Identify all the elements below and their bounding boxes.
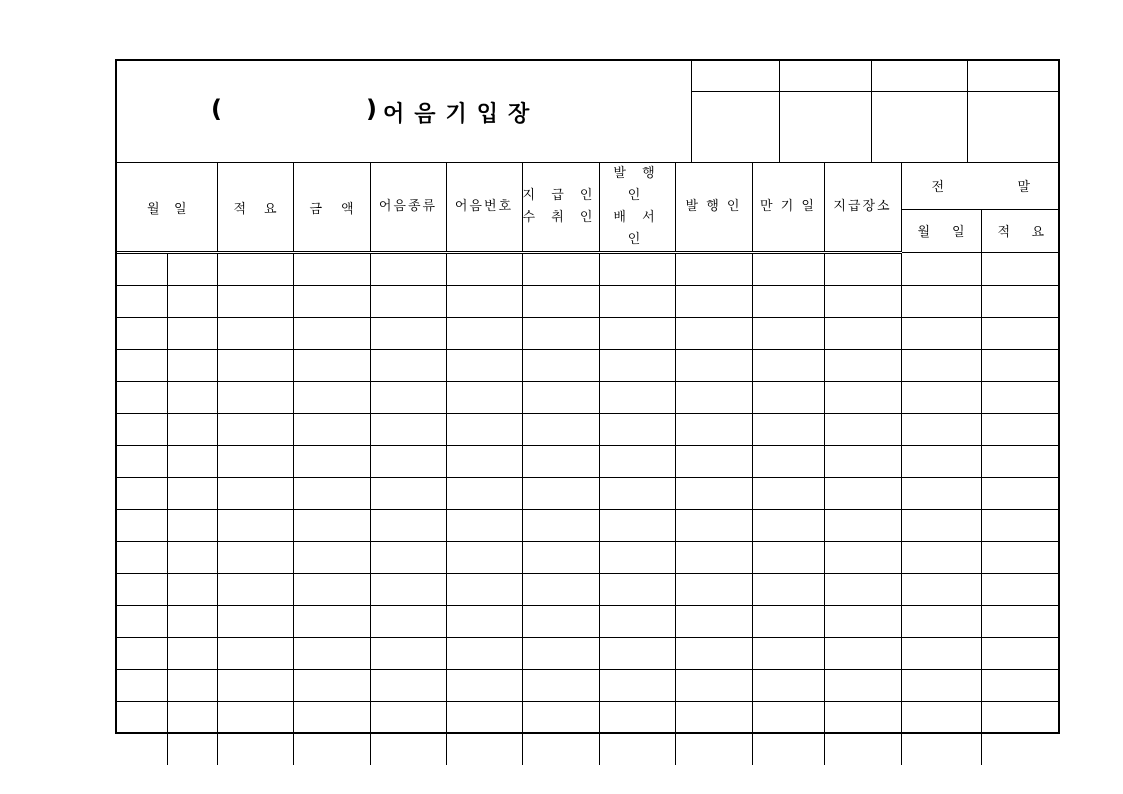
table-cell[interactable] <box>446 510 522 542</box>
table-cell[interactable] <box>293 638 370 670</box>
table-cell[interactable] <box>752 606 824 638</box>
header-pay-place: 지급장소 <box>824 163 901 253</box>
table-cell[interactable] <box>167 542 217 574</box>
table-cell[interactable] <box>752 318 824 350</box>
table-cell[interactable] <box>446 414 522 446</box>
table-cell[interactable] <box>752 350 824 382</box>
table-cell[interactable] <box>522 638 599 670</box>
table-cell[interactable] <box>599 318 675 350</box>
table-cell[interactable] <box>167 350 217 382</box>
table-cell[interactable] <box>446 478 522 510</box>
table-cell[interactable] <box>981 350 1060 382</box>
table-cell[interactable] <box>370 446 446 478</box>
table-cell[interactable] <box>901 606 981 638</box>
table-cell[interactable] <box>370 734 446 766</box>
header-date <box>117 163 217 253</box>
table-cell[interactable] <box>981 734 1060 766</box>
table-cell[interactable] <box>293 414 370 446</box>
approval-sign-cell[interactable] <box>967 92 1060 163</box>
header-result <box>901 163 1060 210</box>
table-cell[interactable] <box>522 702 599 734</box>
table-cell[interactable] <box>167 382 217 414</box>
table-cell[interactable] <box>901 542 981 574</box>
table-cell[interactable] <box>117 318 167 350</box>
table-row <box>117 286 1060 318</box>
table-cell[interactable] <box>599 253 675 286</box>
table-cell[interactable] <box>981 414 1060 446</box>
table-cell[interactable] <box>675 542 752 574</box>
table-cell[interactable] <box>293 734 370 766</box>
table-cell[interactable] <box>752 670 824 702</box>
table-cell[interactable] <box>446 702 522 734</box>
table-cell[interactable] <box>675 574 752 606</box>
table-cell[interactable] <box>752 510 824 542</box>
table-cell[interactable] <box>675 670 752 702</box>
table-cell[interactable] <box>901 574 981 606</box>
table-cell[interactable] <box>981 382 1060 414</box>
table-cell[interactable] <box>824 414 901 446</box>
table-row <box>117 542 1060 574</box>
table-cell[interactable] <box>522 734 599 766</box>
title-paren-open: ( <box>211 95 222 123</box>
table-cell[interactable] <box>446 253 522 286</box>
table-cell[interactable] <box>981 446 1060 478</box>
table-cell[interactable] <box>599 510 675 542</box>
table-cell[interactable] <box>752 414 824 446</box>
table-cell[interactable] <box>293 253 370 286</box>
table-cell[interactable] <box>117 446 167 478</box>
table-cell[interactable] <box>293 702 370 734</box>
header-due-date: 만 기 일 <box>752 163 824 253</box>
table-cell[interactable] <box>824 510 901 542</box>
table-cell[interactable] <box>901 286 981 318</box>
header-issuer-line2: 배 서 인 <box>613 210 661 247</box>
header-result-summary <box>981 209 1060 252</box>
table-row <box>117 382 1060 414</box>
approval-title-cell[interactable] <box>871 61 967 92</box>
table-row <box>117 702 1060 734</box>
table-cell[interactable] <box>217 253 293 286</box>
approval-title-cell[interactable] <box>692 61 779 92</box>
table-cell[interactable] <box>752 702 824 734</box>
table-cell[interactable] <box>167 253 217 286</box>
table-cell[interactable] <box>370 253 446 286</box>
table-cell[interactable] <box>522 350 599 382</box>
table-cell[interactable] <box>370 286 446 318</box>
table-cell[interactable] <box>167 510 217 542</box>
table-row <box>117 446 1060 478</box>
table-cell[interactable] <box>824 446 901 478</box>
table-cell[interactable] <box>675 510 752 542</box>
table-cell[interactable] <box>446 670 522 702</box>
table-cell[interactable] <box>293 478 370 510</box>
table-cell[interactable] <box>370 478 446 510</box>
table-cell[interactable] <box>824 350 901 382</box>
table-cell[interactable] <box>522 414 599 446</box>
table-cell[interactable] <box>522 670 599 702</box>
table-cell[interactable] <box>599 382 675 414</box>
table-cell[interactable] <box>981 478 1060 510</box>
table-cell[interactable] <box>752 253 824 286</box>
table-cell[interactable] <box>293 574 370 606</box>
table-cell[interactable] <box>675 253 752 286</box>
table-cell[interactable] <box>522 446 599 478</box>
table-cell[interactable] <box>217 478 293 510</box>
header-summary-b: 요 <box>263 201 277 217</box>
table-cell[interactable] <box>981 670 1060 702</box>
table-cell[interactable] <box>370 670 446 702</box>
table-cell[interactable] <box>901 638 981 670</box>
table-cell[interactable] <box>446 606 522 638</box>
table-cell[interactable] <box>217 542 293 574</box>
table-cell[interactable] <box>117 414 167 446</box>
header-result-date <box>901 209 981 252</box>
table-cell[interactable] <box>981 253 1060 286</box>
table-cell[interactable] <box>293 606 370 638</box>
table-cell[interactable] <box>824 574 901 606</box>
table-cell[interactable] <box>293 670 370 702</box>
header-amount <box>293 163 370 253</box>
table-cell[interactable] <box>752 478 824 510</box>
table-cell[interactable] <box>217 702 293 734</box>
header-amount-a: 금 <box>309 201 323 217</box>
header-payer-line1: 지 급 인 <box>522 188 599 203</box>
table-cell[interactable] <box>370 414 446 446</box>
table-cell[interactable] <box>824 542 901 574</box>
table-cell[interactable] <box>981 606 1060 638</box>
header-note-type: 어음종류 <box>370 163 446 253</box>
approval-sign-cell[interactable] <box>871 92 967 163</box>
table-row <box>117 638 1060 670</box>
table-cell[interactable] <box>901 734 981 766</box>
table-cell[interactable] <box>117 734 167 766</box>
table-cell[interactable] <box>824 702 901 734</box>
table-cell[interactable] <box>446 542 522 574</box>
table-cell[interactable] <box>117 542 167 574</box>
table-cell[interactable] <box>522 478 599 510</box>
table-cell[interactable] <box>117 382 167 414</box>
table-row <box>117 510 1060 542</box>
table-cell[interactable] <box>599 414 675 446</box>
table-cell[interactable] <box>293 542 370 574</box>
table-cell[interactable] <box>167 318 217 350</box>
table-cell[interactable] <box>824 286 901 318</box>
table-cell[interactable] <box>167 478 217 510</box>
table-cell[interactable] <box>217 510 293 542</box>
table-cell[interactable] <box>675 414 752 446</box>
table-cell[interactable] <box>167 414 217 446</box>
table-row <box>117 253 1060 286</box>
table-row <box>117 318 1060 350</box>
page-title: 어음기입장 <box>383 102 540 127</box>
table-cell[interactable] <box>167 286 217 318</box>
header-summary-a: 적 <box>233 201 247 217</box>
table-cell[interactable] <box>293 286 370 318</box>
table-cell[interactable] <box>217 350 293 382</box>
table-cell[interactable] <box>522 542 599 574</box>
table-cell[interactable] <box>824 670 901 702</box>
table-cell[interactable] <box>370 382 446 414</box>
table-cell[interactable] <box>217 606 293 638</box>
table-cell[interactable] <box>981 318 1060 350</box>
table-cell[interactable] <box>446 382 522 414</box>
ledger-sheet <box>115 59 1060 734</box>
table-cell[interactable] <box>446 638 522 670</box>
table-cell[interactable] <box>446 574 522 606</box>
table-cell[interactable] <box>599 702 675 734</box>
table-cell[interactable] <box>446 446 522 478</box>
header-issuer-endorser <box>599 163 675 253</box>
header-summary <box>217 163 293 253</box>
table-cell[interactable] <box>599 638 675 670</box>
table-cell[interactable] <box>167 446 217 478</box>
table-cell[interactable] <box>446 318 522 350</box>
table-cell[interactable] <box>293 382 370 414</box>
table-cell[interactable] <box>167 638 217 670</box>
table-cell[interactable] <box>752 542 824 574</box>
table-cell[interactable] <box>522 253 599 286</box>
table-cell[interactable] <box>522 510 599 542</box>
table-cell[interactable] <box>293 446 370 478</box>
table-cell[interactable] <box>675 478 752 510</box>
table-cell[interactable] <box>167 734 217 766</box>
table-cell[interactable] <box>599 734 675 766</box>
header-note-number: 어음번호 <box>446 163 522 253</box>
table-cell[interactable] <box>675 382 752 414</box>
table-cell[interactable] <box>981 542 1060 574</box>
table-row <box>117 414 1060 446</box>
table-cell[interactable] <box>752 734 824 766</box>
header-result-day: 일 <box>951 225 965 241</box>
table-cell[interactable] <box>599 574 675 606</box>
table-cell[interactable] <box>446 286 522 318</box>
table-cell[interactable] <box>117 702 167 734</box>
table-cell[interactable] <box>117 286 167 318</box>
table-row <box>117 350 1060 382</box>
table-cell[interactable] <box>217 382 293 414</box>
table-cell[interactable] <box>370 510 446 542</box>
table-cell[interactable] <box>599 286 675 318</box>
table-cell[interactable] <box>675 350 752 382</box>
title-area <box>117 61 692 162</box>
table-cell[interactable] <box>217 446 293 478</box>
table-cell[interactable] <box>599 350 675 382</box>
table-row <box>117 734 1060 766</box>
table-cell[interactable] <box>981 702 1060 734</box>
table-cell[interactable] <box>217 670 293 702</box>
table-cell[interactable] <box>117 606 167 638</box>
header-issue-date: 발 행 인 <box>675 163 752 253</box>
table-cell[interactable] <box>901 510 981 542</box>
header-month: 월 <box>147 201 160 217</box>
header-result-summary-b: 요 <box>1031 225 1044 241</box>
table-cell[interactable] <box>522 606 599 638</box>
table-cell[interactable] <box>901 350 981 382</box>
table-cell[interactable] <box>824 253 901 286</box>
table-cell[interactable] <box>599 478 675 510</box>
table-cell[interactable] <box>599 542 675 574</box>
header-payer <box>522 163 599 253</box>
header-result-a: 전 <box>931 180 945 196</box>
table-cell[interactable] <box>370 542 446 574</box>
table-cell[interactable] <box>675 318 752 350</box>
table-row <box>117 574 1060 606</box>
table-cell[interactable] <box>752 446 824 478</box>
table-cell[interactable] <box>599 670 675 702</box>
table-cell[interactable] <box>901 478 981 510</box>
table-cell[interactable] <box>901 446 981 478</box>
table-cell[interactable] <box>752 638 824 670</box>
table-cell[interactable] <box>752 286 824 318</box>
table-cell[interactable] <box>752 574 824 606</box>
table-cell[interactable] <box>217 574 293 606</box>
table-cell[interactable] <box>901 253 981 286</box>
table-cell[interactable] <box>117 638 167 670</box>
approval-title-cell[interactable] <box>779 61 871 92</box>
table-cell[interactable] <box>370 702 446 734</box>
table-cell[interactable] <box>446 734 522 766</box>
table-cell[interactable] <box>117 350 167 382</box>
table-cell[interactable] <box>217 318 293 350</box>
table-cell[interactable] <box>167 606 217 638</box>
approval-boxes <box>692 61 1060 162</box>
table-cell[interactable] <box>522 286 599 318</box>
table-cell[interactable] <box>293 510 370 542</box>
header-day: 일 <box>173 201 187 217</box>
table-cell[interactable] <box>117 670 167 702</box>
header-result-month: 월 <box>917 225 931 241</box>
table-cell[interactable] <box>824 734 901 766</box>
table-cell[interactable] <box>901 382 981 414</box>
ledger-body <box>117 253 1060 766</box>
table-cell[interactable] <box>599 446 675 478</box>
table-cell[interactable] <box>675 734 752 766</box>
table-cell[interactable] <box>370 350 446 382</box>
table-cell[interactable] <box>824 382 901 414</box>
title-paren-close: ) <box>366 95 377 123</box>
table-cell[interactable] <box>675 702 752 734</box>
table-cell[interactable] <box>981 286 1060 318</box>
table-cell[interactable] <box>599 606 675 638</box>
table-cell[interactable] <box>117 253 167 286</box>
table-cell[interactable] <box>217 638 293 670</box>
table-cell[interactable] <box>217 414 293 446</box>
table-cell[interactable] <box>217 286 293 318</box>
table-cell[interactable] <box>981 638 1060 670</box>
table-cell[interactable] <box>117 510 167 542</box>
table-cell[interactable] <box>901 318 981 350</box>
header-result-b: 말 <box>1017 180 1030 196</box>
table-cell[interactable] <box>824 478 901 510</box>
table-cell[interactable] <box>117 574 167 606</box>
table-cell[interactable] <box>522 574 599 606</box>
table-cell[interactable] <box>824 318 901 350</box>
table-cell[interactable] <box>522 382 599 414</box>
header-issuer-line1: 발 행 인 <box>613 166 661 203</box>
table-cell[interactable] <box>167 702 217 734</box>
approval-sign-cell[interactable] <box>692 92 779 163</box>
table-cell[interactable] <box>901 702 981 734</box>
table-cell[interactable] <box>981 574 1060 606</box>
table-cell[interactable] <box>522 318 599 350</box>
header-amount-b: 액 <box>340 201 354 217</box>
table-cell[interactable] <box>217 734 293 766</box>
table-cell[interactable] <box>824 638 901 670</box>
table-cell[interactable] <box>901 414 981 446</box>
table-cell[interactable] <box>675 638 752 670</box>
table-cell[interactable] <box>167 670 217 702</box>
table-row <box>117 478 1060 510</box>
table-cell[interactable] <box>675 286 752 318</box>
approval-title-cell[interactable] <box>967 61 1060 92</box>
table-cell[interactable] <box>752 382 824 414</box>
table-cell[interactable] <box>981 510 1060 542</box>
table-cell[interactable] <box>293 318 370 350</box>
table-cell[interactable] <box>370 638 446 670</box>
table-cell[interactable] <box>370 574 446 606</box>
table-row <box>117 670 1060 702</box>
header-payer-line2: 수 취 인 <box>522 210 599 225</box>
table-cell[interactable] <box>293 350 370 382</box>
table-cell[interactable] <box>167 574 217 606</box>
table-cell[interactable] <box>370 318 446 350</box>
table-cell[interactable] <box>446 350 522 382</box>
table-cell[interactable] <box>901 670 981 702</box>
table-cell[interactable] <box>675 446 752 478</box>
table-cell[interactable] <box>370 606 446 638</box>
table-cell[interactable] <box>675 606 752 638</box>
ledger-table <box>117 162 1060 765</box>
table-cell[interactable] <box>117 478 167 510</box>
header-result-summary-a: 적 <box>997 225 1011 241</box>
table-cell[interactable] <box>824 606 901 638</box>
approval-sign-cell[interactable] <box>779 92 871 163</box>
table-row <box>117 606 1060 638</box>
